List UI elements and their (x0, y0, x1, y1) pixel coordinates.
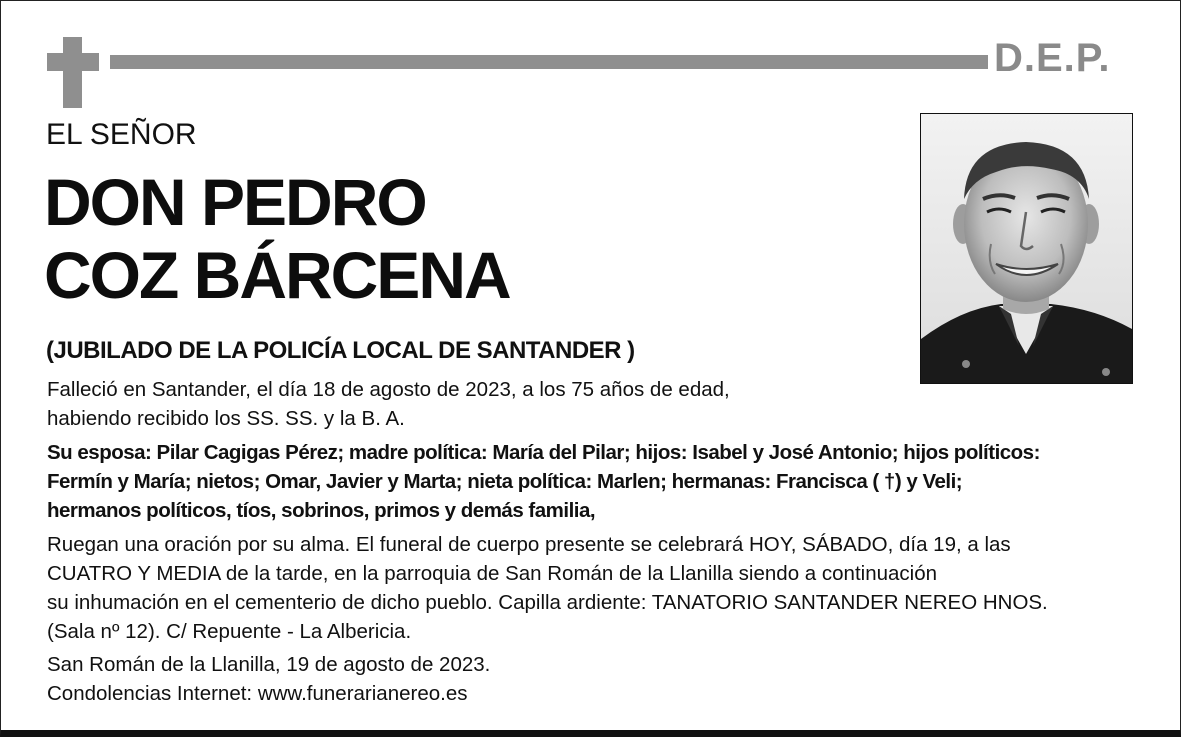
place-date: San Román de la Llanilla, 19 de agosto de 2023. (47, 653, 491, 676)
condolences-link[interactable]: Condolencias Internet: www.funerarianereo.es (47, 682, 468, 705)
death-paragraph (47, 375, 730, 433)
portrait-image (921, 114, 1132, 383)
funeral-line-3: su inhumación en el cementerio de dicho pueblo. Capilla ardiente: TANATORIO SANTANDER NEREO HNOS. (47, 591, 1048, 614)
family-paragraph (47, 438, 1040, 525)
honorific: EL SEÑOR (46, 118, 197, 151)
cross-icon (63, 37, 82, 108)
name-line-2: COZ BÁRCENA (44, 238, 510, 312)
header-rule (110, 55, 988, 69)
family-line-2: Fermín y María; nietos; Omar, Javier y Marta; nieta política: Marlen; hermanas: Francisca ( †) y Veli; (47, 470, 963, 493)
dep-label: D.E.P. (994, 36, 1111, 80)
portrait-photo (920, 113, 1133, 384)
funeral-paragraph (47, 530, 1048, 646)
funeral-line-1: Ruegan una oración por su alma. El funeral de cuerpo presente se celebrará HOY, SÁBADO, día 19, a las (47, 533, 1011, 556)
deceased-name (44, 166, 510, 312)
death-line-1: Falleció en Santander, el día 18 de agosto de 2023, a los 75 años de edad, (47, 378, 730, 401)
name-line-1: DON PEDRO (44, 165, 426, 239)
family-line-3: hermanos políticos, tíos, sobrinos, primos y demás familia, (47, 499, 596, 522)
death-line-2: habiendo recibido los SS. SS. y la B. A. (47, 407, 405, 430)
occupation: (JUBILADO DE LA POLICÍA LOCAL DE SANTANDER ) (46, 337, 635, 364)
family-line-1: Su esposa: Pilar Cagigas Pérez; madre política: María del Pilar; hijos: Isabel y José Antonio; hijos políticos: (47, 441, 1040, 464)
footer-paragraph (47, 650, 490, 708)
funeral-line-2: CUATRO Y MEDIA de la tarde, en la parroquia de San Román de la Llanilla siendo a continuación (47, 562, 937, 585)
cross-icon-bar (47, 53, 99, 71)
funeral-line-4: (Sala nº 12). C/ Repuente - La Albericia. (47, 620, 412, 643)
